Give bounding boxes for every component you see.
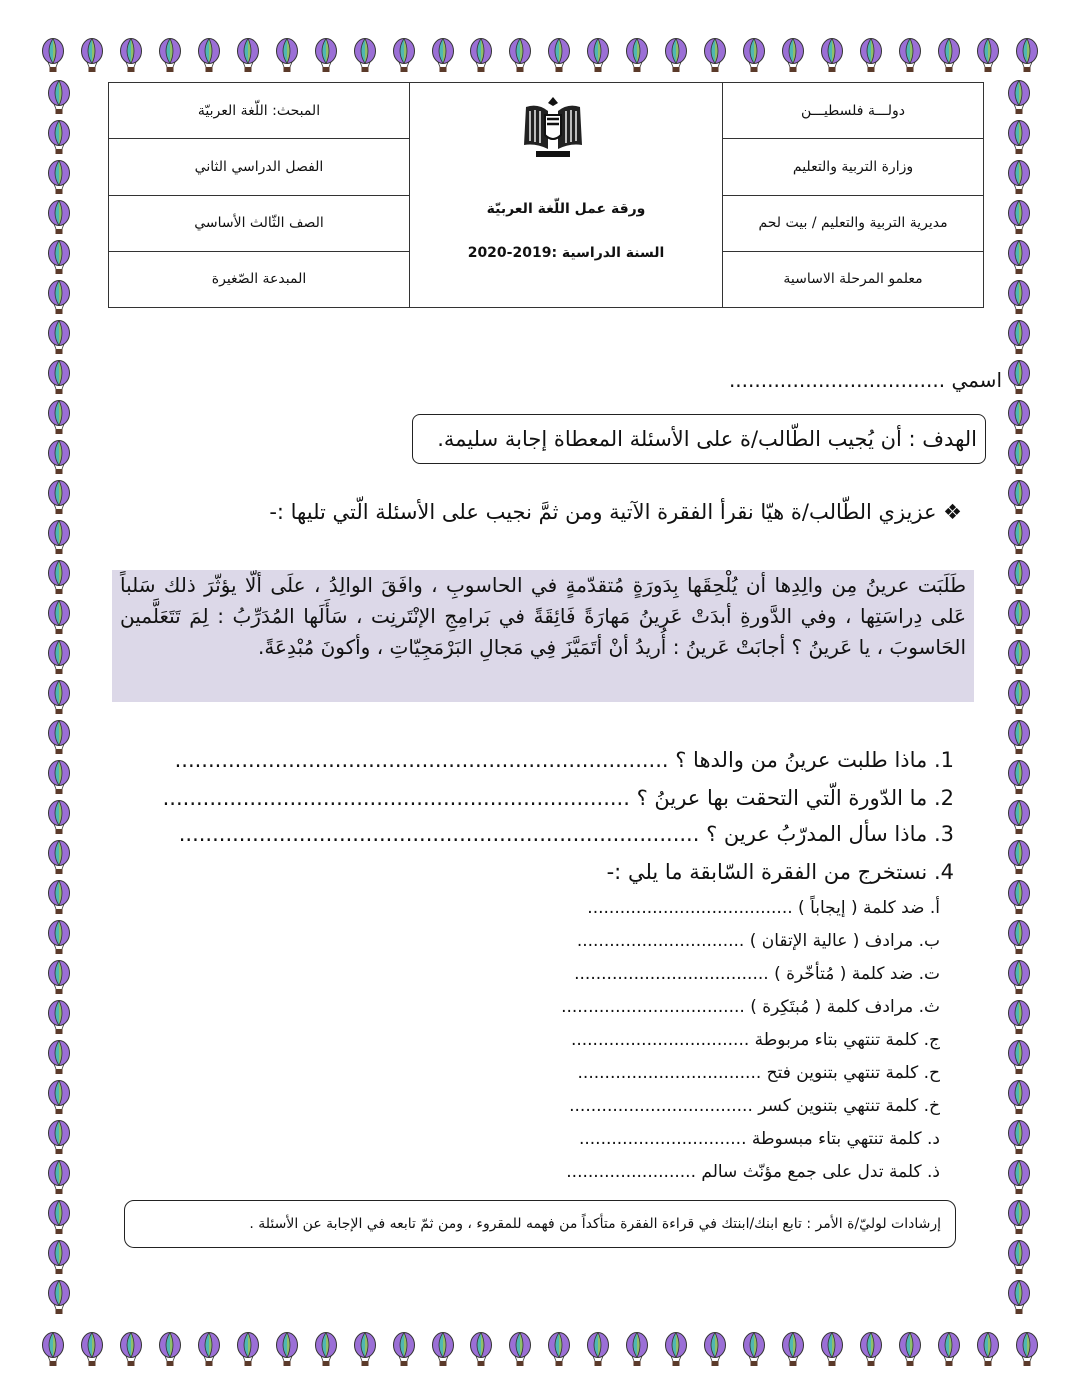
hot-air-balloon-icon [352, 38, 378, 78]
hot-air-balloon-icon [46, 360, 72, 400]
hot-air-balloon-icon [936, 1332, 962, 1372]
hot-air-balloon-icon [46, 480, 72, 520]
hot-air-balloon-icon [46, 640, 72, 680]
hot-air-balloon-icon [46, 680, 72, 720]
hot-air-balloon-icon [741, 38, 767, 78]
reading-passage: طَلَبَت عرينُ مِن والِدِها أن يُلْحِقَها بِدَورَةٍ مُتقدّمةٍ في الحاسوبِ ، وافَقَ الوالِدُ ، علَى ألّا يؤثّرَ ذلك سَلباً عَلى دِراسَتِها ، وفي الدَّورةِ أبدَتْ عَرينُ مَهارَةً فَائِقَةً في بَرامِجِ الإنْتَرنِت ، سَأَلَها المُدَرِّبُ : لِمَ تَتَعَلَّمين الحَاسوبَ ، يا عَرينُ ؟ أجابَتْ عَرينُ : أُريدُ أنْ أتَمَيَّزَ فِي مَجالِ البَرْمَجِيّاتِ ، وأكونَ مُبْدِعَةً. [112, 570, 974, 702]
hot-air-balloon-icon [819, 38, 845, 78]
balloon-border-right [1006, 80, 1032, 1320]
hot-air-balloon-icon [507, 38, 533, 78]
hot-air-balloon-icon [897, 38, 923, 78]
hot-air-balloon-icon [46, 200, 72, 240]
hot-air-balloon-icon [46, 720, 72, 760]
hot-air-balloon-icon [46, 600, 72, 640]
hot-air-balloon-icon [46, 400, 72, 440]
balloon-border-left [46, 80, 72, 1320]
hot-air-balloon-icon [1006, 280, 1032, 320]
grade-cell: الصف الثّالث الأساسي [109, 195, 409, 251]
hot-air-balloon-icon [46, 160, 72, 200]
hot-air-balloon-icon [624, 1332, 650, 1372]
hot-air-balloon-icon [1014, 1332, 1040, 1372]
author-cell: المبدعة الصّغيرة [109, 251, 409, 307]
hot-air-balloon-icon [1006, 1080, 1032, 1120]
hot-air-balloon-icon [46, 880, 72, 920]
hot-air-balloon-icon [1006, 240, 1032, 280]
hot-air-balloon-icon [1006, 360, 1032, 400]
hot-air-balloon-icon [46, 560, 72, 600]
student-name-field[interactable]: اسمي .................................. [728, 368, 1002, 392]
hot-air-balloon-icon [352, 1332, 378, 1372]
hot-air-balloon-icon [430, 38, 456, 78]
hot-air-balloon-icon [46, 1280, 72, 1320]
hot-air-balloon-icon [1006, 440, 1032, 480]
hot-air-balloon-icon [157, 1332, 183, 1372]
subitem-t[interactable]: ت. ضد كلمة ( مُتأخّرة ) .................................... [574, 964, 940, 984]
hot-air-balloon-icon [46, 840, 72, 880]
balloon-border-bottom [40, 1332, 1040, 1372]
hot-air-balloon-icon [1014, 38, 1040, 78]
hot-air-balloon-icon [1006, 480, 1032, 520]
hot-air-balloon-icon [1006, 960, 1032, 1000]
hot-air-balloon-icon [46, 440, 72, 480]
hot-air-balloon-icon [79, 1332, 105, 1372]
hot-air-balloon-icon [1006, 920, 1032, 960]
subject-cell: المبحث: اللّغة العربيّة [197, 102, 321, 119]
hot-air-balloon-icon [1006, 80, 1032, 120]
worksheet-title: ورقة عمل اللّغة العربيّة [486, 201, 646, 217]
hot-air-balloon-icon [858, 38, 884, 78]
hot-air-balloon-icon [40, 38, 66, 78]
teachers-cell: معلمو المرحلة الاساسية [723, 251, 983, 307]
semester-cell: الفصل الدراسي الثاني [109, 138, 409, 194]
hot-air-balloon-icon [975, 38, 1001, 78]
hot-air-balloon-icon [1006, 160, 1032, 200]
hot-air-balloon-icon [663, 1332, 689, 1372]
goal-box [412, 414, 986, 464]
hot-air-balloon-icon [780, 38, 806, 78]
header-center-column [409, 83, 722, 307]
hot-air-balloon-icon [546, 38, 572, 78]
subitem-dh[interactable]: ذ. كلمة تدل على جمع مؤنّث سالم ........................ [566, 1162, 940, 1182]
hot-air-balloon-icon [1006, 640, 1032, 680]
hot-air-balloon-icon [585, 38, 611, 78]
hot-air-balloon-icon [1006, 120, 1032, 160]
hot-air-balloon-icon [79, 38, 105, 78]
hot-air-balloon-icon [1006, 840, 1032, 880]
hot-air-balloon-icon [46, 1240, 72, 1280]
balloon-border-top [40, 38, 1040, 78]
question-3[interactable]: 3. ماذا سأل المدرّبُ عرين ؟ .............................................................................. [178, 822, 954, 846]
question-2[interactable]: 2. ما الدّورة الّتي التحقت بها عرينُ ؟ ...................................................................... [162, 786, 954, 810]
hot-air-balloon-icon [157, 38, 183, 78]
hot-air-balloon-icon [624, 38, 650, 78]
hot-air-balloon-icon [468, 38, 494, 78]
hot-air-balloon-icon [46, 960, 72, 1000]
hot-air-balloon-icon [46, 1080, 72, 1120]
hot-air-balloon-icon [585, 1332, 611, 1372]
hot-air-balloon-icon [1006, 400, 1032, 440]
hot-air-balloon-icon [391, 1332, 417, 1372]
subitem-b[interactable]: ب. مرادف ( عالية الإتقان ) ............................... [576, 931, 940, 951]
hot-air-balloon-icon [46, 80, 72, 120]
hot-air-balloon-icon [468, 1332, 494, 1372]
subitem-h[interactable]: ح. كلمة تنتهي بتنوين فتح .................................. [577, 1063, 940, 1083]
hot-air-balloon-icon [274, 1332, 300, 1372]
hot-air-balloon-icon [1006, 1200, 1032, 1240]
subitem-a[interactable]: أ. ضد كلمة ( إيجاباً ) ...................................... [587, 898, 940, 918]
hot-air-balloon-icon [1006, 520, 1032, 560]
hot-air-balloon-icon [235, 38, 261, 78]
hot-air-balloon-icon [46, 800, 72, 840]
hot-air-balloon-icon [46, 1040, 72, 1080]
hot-air-balloon-icon [46, 280, 72, 320]
hot-air-balloon-icon [46, 760, 72, 800]
hot-air-balloon-icon [1006, 560, 1032, 600]
hot-air-balloon-icon [313, 38, 339, 78]
hot-air-balloon-icon [46, 1160, 72, 1200]
hot-air-balloon-icon [46, 320, 72, 360]
school-year: السنة الدراسية :2019-2020 [467, 245, 665, 261]
hot-air-balloon-icon [46, 920, 72, 960]
hot-air-balloon-icon [46, 240, 72, 280]
palestine-eagle-emblem-icon [518, 93, 588, 163]
hot-air-balloon-icon [274, 38, 300, 78]
hot-air-balloon-icon [1006, 880, 1032, 920]
hot-air-balloon-icon [46, 120, 72, 160]
subitem-th[interactable]: ث. مرادف كلمة ( مُبتَكِرة ) .................................. [561, 997, 940, 1017]
hot-air-balloon-icon [1006, 1240, 1032, 1280]
hot-air-balloon-icon [741, 1332, 767, 1372]
header-right-column [722, 83, 983, 307]
hot-air-balloon-icon [702, 38, 728, 78]
hot-air-balloon-icon [1006, 800, 1032, 840]
question-4: 4. نستخرج من الفقرة السّابقة ما يلي :- [606, 860, 954, 884]
hot-air-balloon-icon [1006, 200, 1032, 240]
hot-air-balloon-icon [546, 1332, 572, 1372]
hot-air-balloon-icon [1006, 600, 1032, 640]
hot-air-balloon-icon [46, 1000, 72, 1040]
hot-air-balloon-icon [118, 1332, 144, 1372]
hot-air-balloon-icon [46, 520, 72, 560]
subitem-j[interactable]: ج. كلمة تنتهي بتاء مربوطة ................................. [570, 1030, 940, 1050]
guidance-text: إرشادات لوليّ/ة الأمر : تابع ابنك/ابنتك في قراءة الفقرة متأكداً من فهمه للمقروء ، ومن ثمّ تابعه في الإجابة عن الأسئلة . [249, 1216, 941, 1232]
hot-air-balloon-icon [196, 1332, 222, 1372]
hot-air-balloon-icon [1006, 320, 1032, 360]
subitem-d[interactable]: د. كلمة تنتهي بتاء مبسوطة ............................... [578, 1129, 940, 1149]
hot-air-balloon-icon [313, 1332, 339, 1372]
hot-air-balloon-icon [1006, 1120, 1032, 1160]
parent-guidance-box [124, 1200, 956, 1248]
directorate-cell: مديرية التربية والتعليم / بيت لحم [723, 195, 983, 251]
hot-air-balloon-icon [1006, 1160, 1032, 1200]
hot-air-balloon-icon [196, 38, 222, 78]
header-left-column [109, 83, 409, 307]
hot-air-balloon-icon [975, 1332, 1001, 1372]
hot-air-balloon-icon [40, 1332, 66, 1372]
hot-air-balloon-icon [1006, 1040, 1032, 1080]
hot-air-balloon-icon [118, 38, 144, 78]
goal-text: الهدف : أن يُجيب الطّالب/ة على الأسئلة المعطاة إجابة سليمة. [437, 427, 977, 451]
ministry-cell: وزارة التربية والتعليم [723, 138, 983, 194]
question-1[interactable]: 1. ماذا طلبت عرينُ من والدها ؟ .......................................................................... [174, 748, 954, 772]
header-table [108, 82, 984, 308]
hot-air-balloon-icon [1006, 1280, 1032, 1320]
hot-air-balloon-icon [46, 1120, 72, 1160]
hot-air-balloon-icon [663, 38, 689, 78]
hot-air-balloon-icon [235, 1332, 261, 1372]
state-cell: دولـــة فلسطيـــن [801, 102, 906, 119]
hot-air-balloon-icon [702, 1332, 728, 1372]
hot-air-balloon-icon [819, 1332, 845, 1372]
hot-air-balloon-icon [897, 1332, 923, 1372]
hot-air-balloon-icon [936, 38, 962, 78]
hot-air-balloon-icon [391, 38, 417, 78]
subitem-kh[interactable]: خ. كلمة تنتهي بتنوين كسر .................................. [569, 1096, 940, 1116]
hot-air-balloon-icon [1006, 680, 1032, 720]
hot-air-balloon-icon [1006, 1000, 1032, 1040]
hot-air-balloon-icon [507, 1332, 533, 1372]
hot-air-balloon-icon [780, 1332, 806, 1372]
hot-air-balloon-icon [858, 1332, 884, 1372]
instructions: ❖ عزيزي الطّالب/ة هيّا نقرأ الفقرة الآتية ومن ثمَّ نجيب على الأسئلة الّتي تليها :- [269, 500, 962, 524]
hot-air-balloon-icon [1006, 720, 1032, 760]
hot-air-balloon-icon [46, 1200, 72, 1240]
hot-air-balloon-icon [1006, 760, 1032, 800]
hot-air-balloon-icon [430, 1332, 456, 1372]
